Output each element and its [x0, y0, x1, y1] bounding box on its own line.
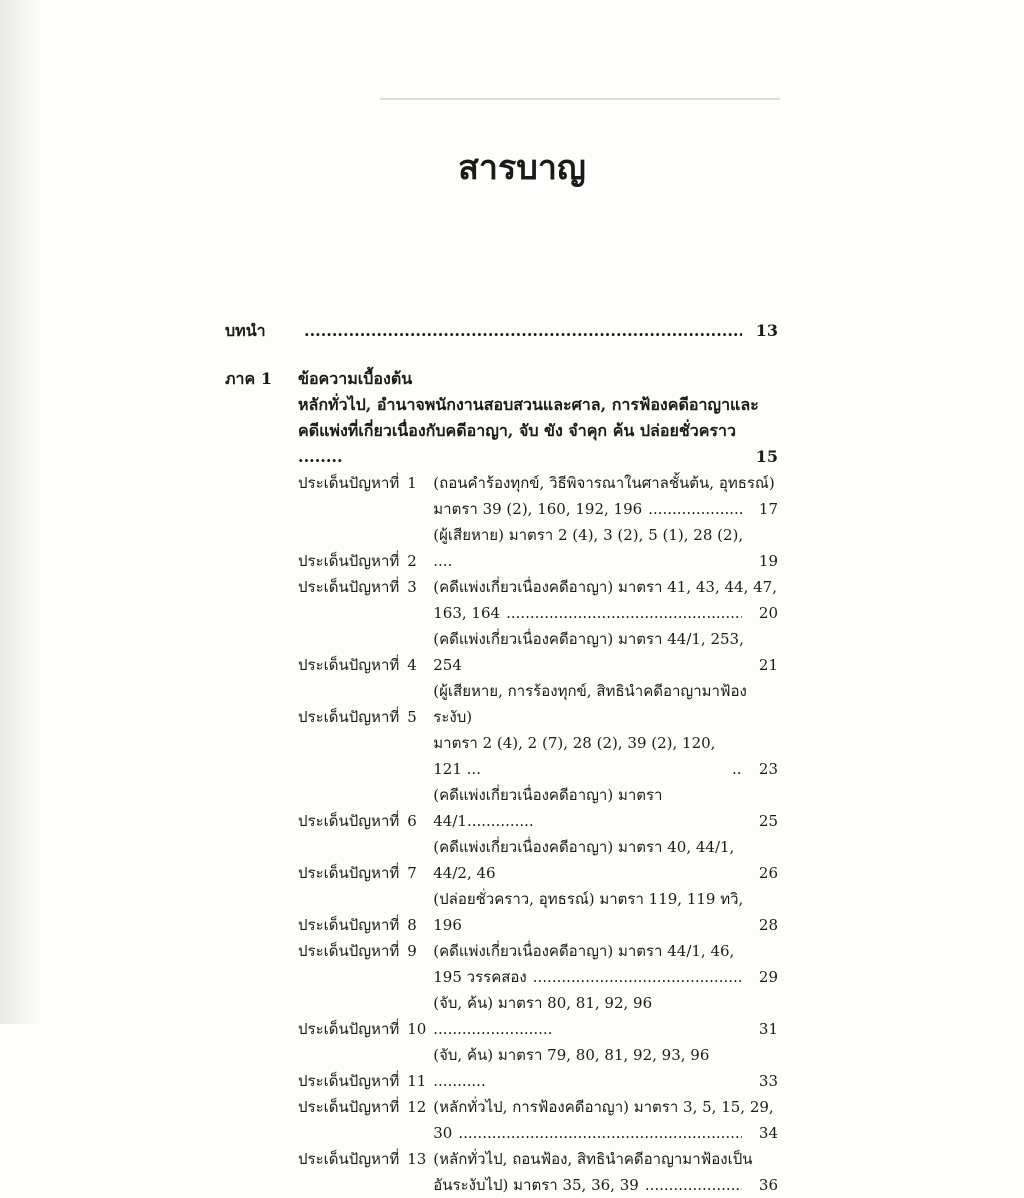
page-number: 31 — [758, 1020, 778, 1038]
part-title: ข้อความเบื้องต้น — [298, 369, 413, 388]
page-number: 15 — [755, 447, 778, 466]
toc-part-subtitle — [225, 392, 778, 418]
page-number: 21 — [758, 656, 778, 674]
toc-issue — [225, 938, 778, 964]
page-number: 25 — [758, 812, 778, 830]
toc-intro — [225, 318, 778, 344]
toc-issue — [225, 834, 778, 886]
table-of-contents — [225, 318, 778, 1198]
page-number: 13 — [755, 321, 778, 340]
page-number: 28 — [758, 916, 778, 934]
dot-leader — [506, 600, 742, 626]
issue-number: 6 — [407, 812, 417, 830]
page-number: 19 — [758, 552, 778, 570]
toc-issue — [225, 1042, 778, 1094]
intro-label: บทนำ — [225, 321, 266, 340]
issue-description: (คดีแพ่งเกี่ยวเนื่องคดีอาญา) มาตรา 44/1, 253, 254 — [433, 630, 744, 674]
issue-number: 4 — [407, 656, 417, 674]
part-label: ภาค — [225, 369, 256, 388]
issue-label: ประเด็นปัญหาที่ — [298, 1072, 400, 1090]
issue-description: มาตรา 39 (2), 160, 192, 196 — [433, 500, 643, 518]
toc-issue-continued — [225, 1120, 778, 1146]
toc-issue — [225, 470, 778, 496]
issue-number: 11 — [407, 1072, 427, 1090]
toc-issue — [225, 1146, 778, 1172]
issue-label: ประเด็นปัญหาที่ — [298, 552, 400, 570]
toc-issue-continued — [225, 496, 778, 522]
issue-description: (ผู้เสียหาย) มาตรา 2 (4), 3 (2), 5 (1), 28 (2), .... — [433, 526, 744, 570]
issue-description: (คดีแพ่งเกี่ยวเนื่องคดีอาญา) มาตรา 44/1, 46, — [433, 942, 735, 960]
issue-description: (หลักทั่วไป, การฟ้องคดีอาญา) มาตรา 3, 5, 15, 29, — [433, 1098, 774, 1116]
page-number: 29 — [758, 968, 778, 986]
issue-label: ประเด็นปัญหาที่ — [298, 708, 400, 726]
issue-description: 195 วรรคสอง — [433, 968, 527, 986]
dot-leader — [648, 496, 742, 522]
toc-issue-continued — [225, 1172, 778, 1198]
issue-label: ประเด็นปัญหาที่ — [298, 812, 400, 830]
issue-label: ประเด็นปัญหาที่ — [298, 656, 400, 674]
toc-issue — [225, 990, 778, 1042]
dot-leader — [645, 1172, 742, 1198]
toc-issue — [225, 626, 778, 678]
issue-number: 8 — [407, 916, 417, 934]
bleed-through-header — [380, 98, 780, 100]
part-heading — [225, 366, 298, 392]
issue-number: 7 — [407, 864, 417, 882]
issue-number: 2 — [407, 552, 417, 570]
part-number: 1 — [260, 369, 272, 388]
page-number: 34 — [758, 1124, 778, 1142]
toc-issue — [225, 886, 778, 938]
issue-description: (คดีแพ่งเกี่ยวเนื่องคดีอาญา) มาตรา 40, 44/1, 44/2, 46 — [433, 838, 735, 882]
issue-description: อันระงับไป) มาตรา 35, 36, 39 — [433, 1176, 639, 1194]
page-title: สารบาญ — [458, 148, 586, 188]
issue-number: 1 — [407, 474, 417, 492]
issue-description: (จับ, ค้น) มาตรา 80, 81, 92, 96 ......................... — [433, 994, 653, 1038]
toc-issue — [225, 1094, 778, 1120]
issue-number: 10 — [407, 1020, 427, 1038]
toc-issue — [225, 574, 778, 600]
issue-description: 30 — [433, 1124, 453, 1142]
issue-label: ประเด็นปัญหาที่ — [298, 578, 400, 596]
issue-label: ประเด็นปัญหาที่ — [298, 1098, 400, 1116]
issue-description: (จับ, ค้น) มาตรา 79, 80, 81, 92, 93, 96 ........... — [433, 1046, 710, 1090]
page-number: 17 — [758, 500, 778, 518]
issue-number: 12 — [407, 1098, 427, 1116]
issue-description: (ถอนคำร้องทุกข์, วิธีพิจารณาในศาลชั้นต้น, อุทธรณ์) — [433, 474, 775, 492]
page-number: 26 — [758, 864, 778, 882]
toc-part-subtitle — [225, 418, 778, 470]
part-subtitle: คดีแพ่งที่เกี่ยวเนื่องกับคดีอาญา, จับ ขัง จำคุก ค้น ปล่อยชั่วคราว ........ — [298, 421, 736, 466]
page-number: 33 — [758, 1072, 778, 1090]
dot-leader — [732, 756, 742, 782]
toc-issue-continued — [225, 730, 778, 782]
page-number: 36 — [758, 1176, 778, 1194]
dot-leader — [533, 964, 742, 990]
toc-issue-continued — [225, 964, 778, 990]
issue-label: ประเด็นปัญหาที่ — [298, 1020, 400, 1038]
issue-description: (ปล่อยชั่วคราว, อุทธรณ์) มาตรา 119, 119 ทวิ, 196 — [433, 890, 744, 934]
part-subtitle: หลักทั่วไป, อำนาจพนักงานสอบสวนและศาล, การฟ้องคดีอาญาและ — [298, 395, 759, 414]
issue-label: ประเด็นปัญหาที่ — [298, 474, 400, 492]
issue-label: ประเด็นปัญหาที่ — [298, 916, 400, 934]
dot-leader — [458, 1120, 742, 1146]
dot-leader — [304, 318, 742, 344]
page-number: 23 — [758, 760, 778, 778]
issue-description: (คดีแพ่งเกี่ยวเนื่องคดีอาญา) มาตรา 41, 43, 44, 47, — [433, 578, 777, 596]
issue-description: (หลักทั่วไป, ถอนฟ้อง, สิทธินำคดีอาญามาฟ้องเป็น — [433, 1150, 753, 1168]
page-number: 20 — [758, 604, 778, 622]
issue-number: 5 — [407, 708, 417, 726]
issue-label: ประเด็นปัญหาที่ — [298, 864, 400, 882]
toc-part — [225, 366, 778, 392]
toc-issue-continued — [225, 600, 778, 626]
issue-number: 13 — [407, 1150, 427, 1168]
issue-label: ประเด็นปัญหาที่ — [298, 942, 400, 960]
issue-number: 9 — [407, 942, 417, 960]
toc-issue — [225, 678, 778, 730]
issue-number: 3 — [407, 578, 417, 596]
issue-list — [225, 470, 778, 1198]
issue-label: ประเด็นปัญหาที่ — [298, 1150, 400, 1168]
toc-issue — [225, 782, 778, 834]
toc-issue — [225, 522, 778, 574]
issue-description: มาตรา 2 (4), 2 (7), 28 (2), 39 (2), 120, 121 ... — [433, 734, 716, 778]
issue-description: (คดีแพ่งเกี่ยวเนื่องคดีอาญา) มาตรา 44/1.............. — [433, 786, 663, 830]
issue-description: (ผู้เสียหาย, การร้องทุกข์, สิทธินำคดีอาญามาฟ้องระงับ) — [433, 682, 747, 726]
issue-description: 163, 164 — [433, 604, 501, 622]
